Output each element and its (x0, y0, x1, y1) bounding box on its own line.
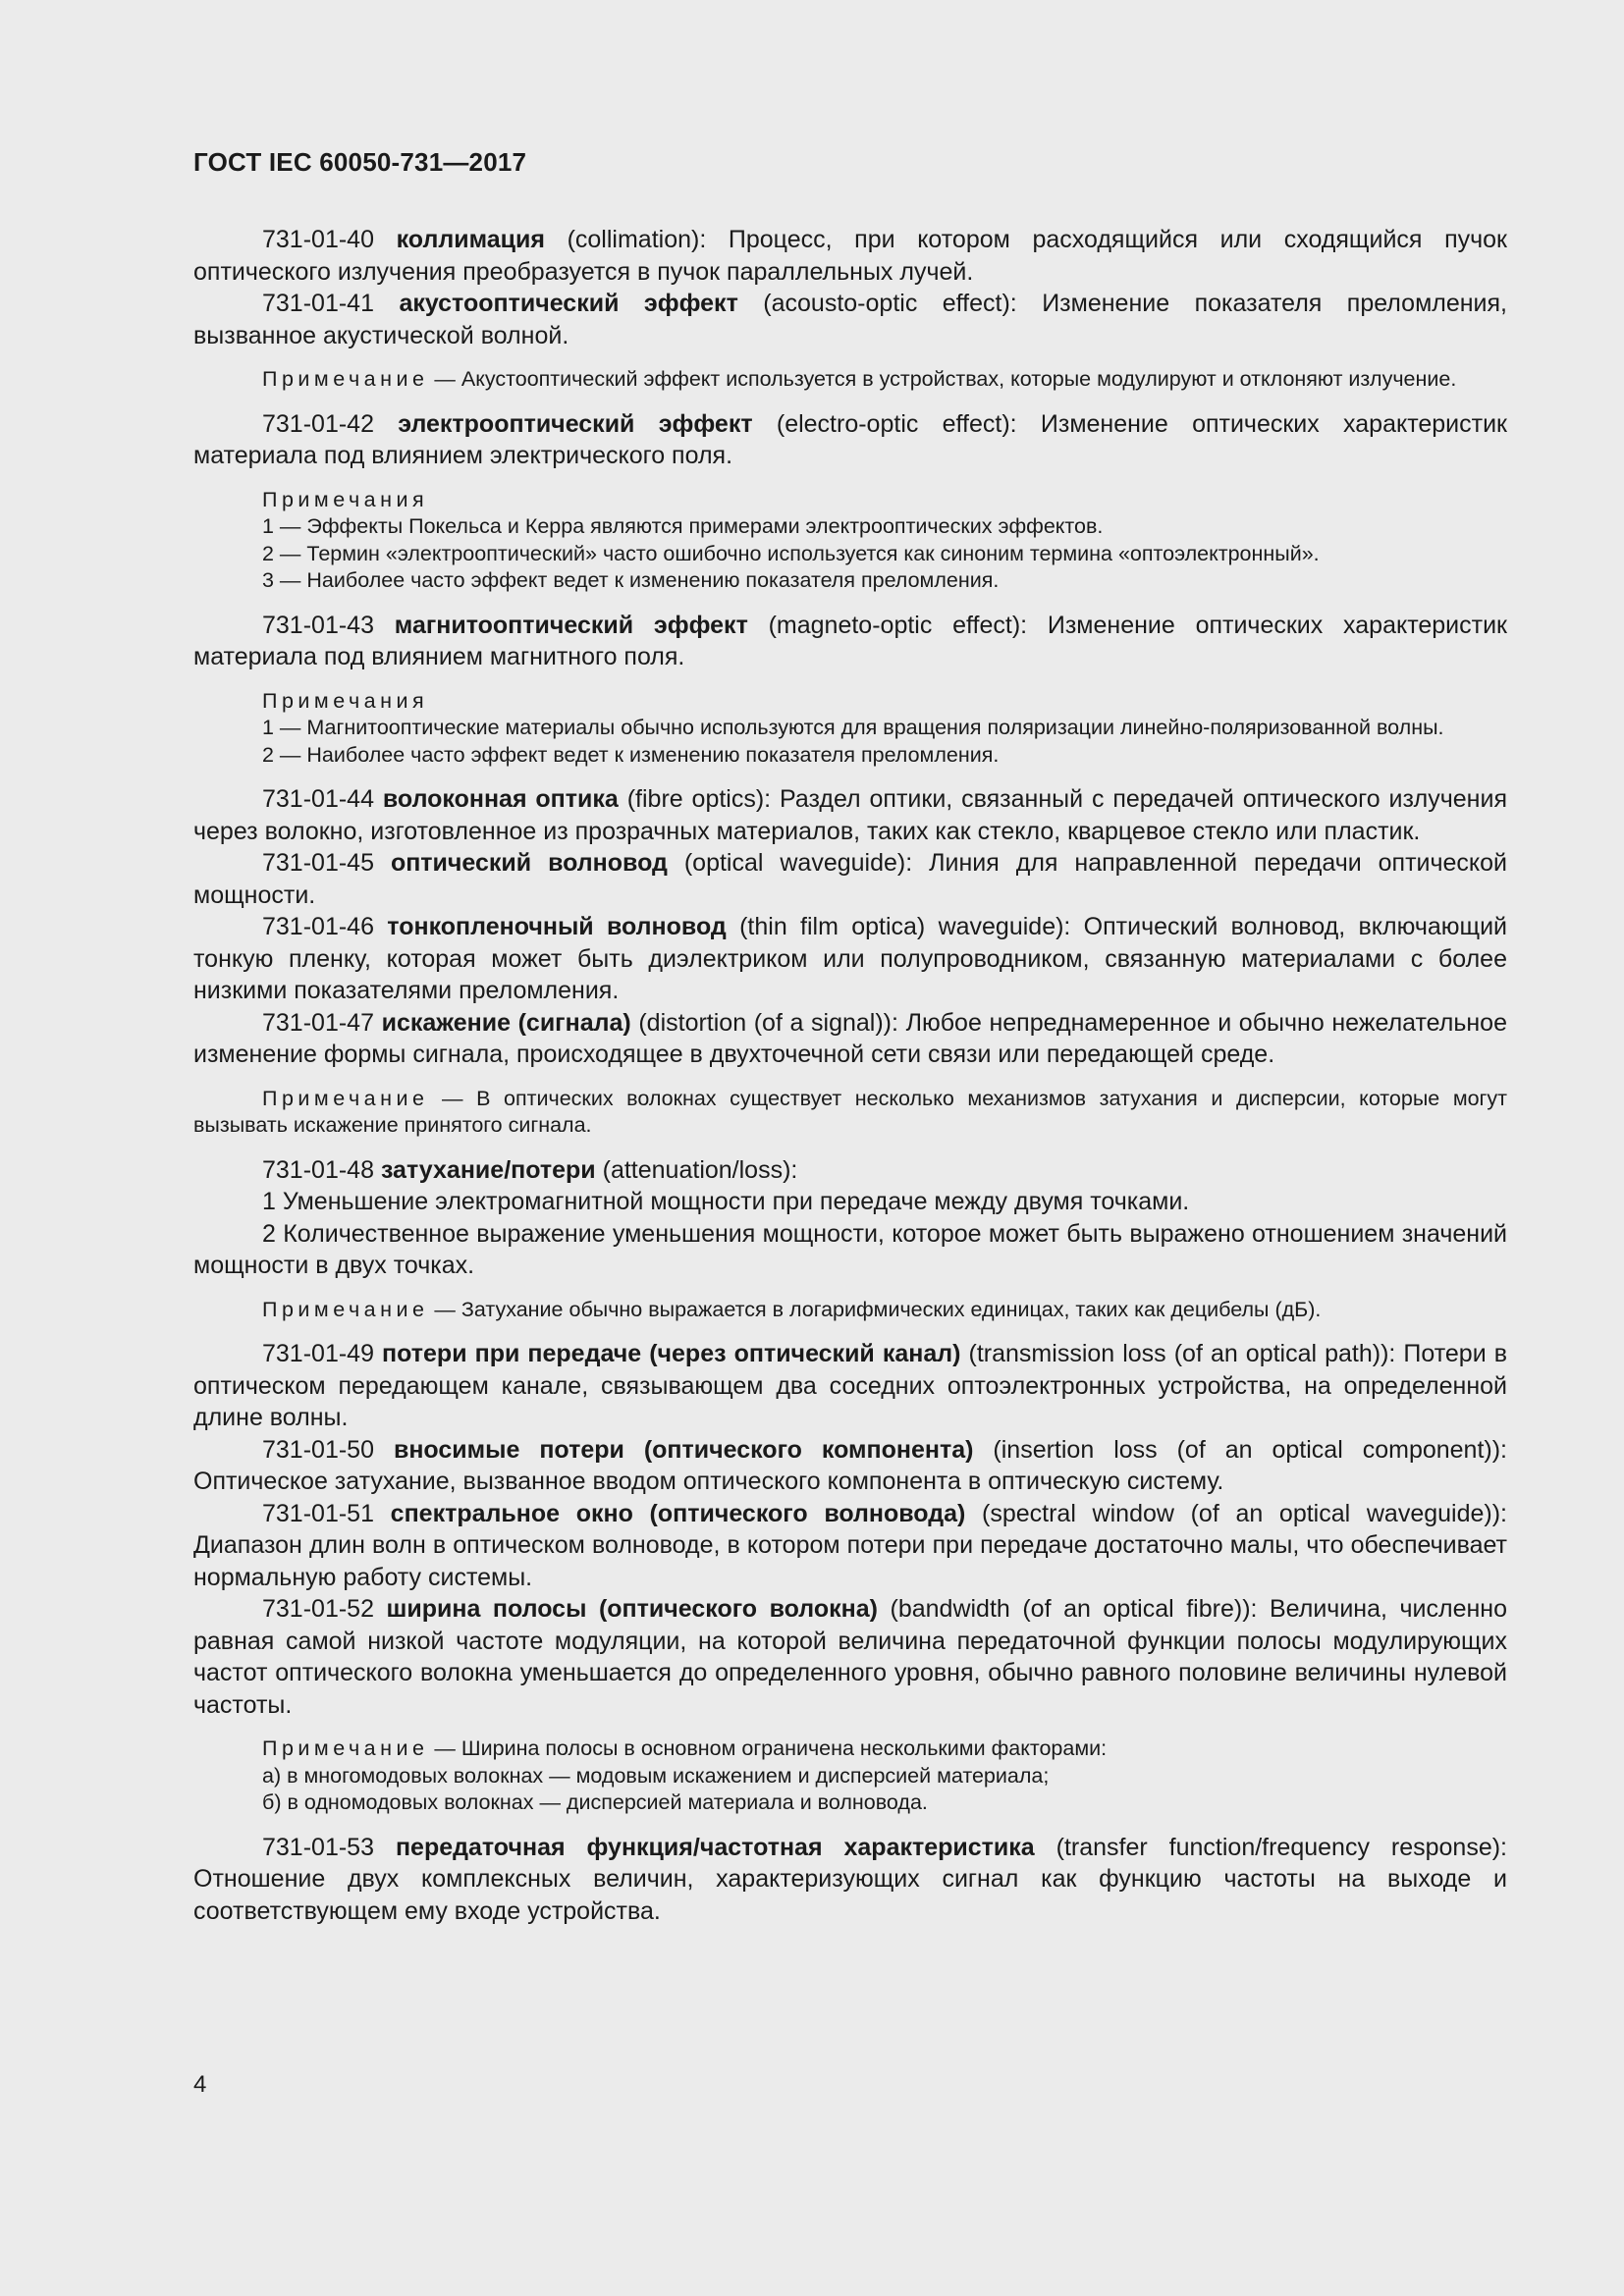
entry-number: 731-01-43 (262, 611, 374, 639)
entry-item: 2 Количественное выражение уменьшения мощности, которое может быть выражено отношением значений мощности в двух точках. (193, 1219, 1507, 1279)
note-item: 2 — Наиболее часто эффект ведет к изменению показателя преломления. (262, 742, 1000, 767)
entry-number: 731-01-49 (262, 1340, 374, 1367)
content (193, 224, 1507, 1927)
entry-term: волоконная оптика (382, 785, 619, 813)
entry-number: 731-01-48 (262, 1155, 374, 1184)
entry-731-01-52 (193, 1593, 1507, 1721)
entry-definition: (attenuation/loss): (595, 1155, 798, 1184)
entry-term: оптический волновод (390, 849, 668, 877)
entry-definition: (fibre optics): Раздел оптики, связанный с передачей оптического излучения через волокно, изготовленное из прозрачных материалов, таких как стекло, кварцевое стекло или пластик. (193, 785, 1507, 845)
entry-term: спектральное окно (оптического волновода) (390, 1499, 966, 1527)
entry-731-01-47 (193, 1007, 1507, 1071)
entry-note (193, 366, 1507, 394)
notes-label: Примечания (262, 487, 429, 511)
note-item: а) в многомодовых волокнах — модовым искажением и дисперсией материала; (262, 1763, 1050, 1788)
entry-731-01-51 (193, 1498, 1507, 1594)
entry-term: искажение (сигнала) (381, 1008, 631, 1037)
entry-number: 731-01-53 (262, 1833, 374, 1861)
entry-definition: (distortion (of a signal)): Любое непреднамеренное и обычно нежелательное изменение формы сигнала, происходящее в двухточечной сети связи или передающей среде. (193, 1008, 1507, 1068)
entry-731-01-50 (193, 1434, 1507, 1498)
entry-number: 731-01-45 (262, 849, 374, 877)
entry-definition: (transfer function/frequency response): Отношение двух комплексных величин, характеризующих сигнал как функцию частоты на выходе и соответствующем ему входе устройства. (193, 1833, 1508, 1925)
entry-term: передаточная функция/частотная характеристика (395, 1833, 1035, 1861)
entry-731-01-49 (193, 1338, 1507, 1434)
entry-notes (193, 487, 1507, 595)
entry-731-01-44 (193, 783, 1507, 847)
note-label: Примечание (262, 367, 429, 391)
entry-definition: (optical waveguide): Линия для направленной передачи оптической мощности. (193, 849, 1508, 909)
entry-number: 731-01-40 (262, 226, 374, 253)
entry-term: магнитооптический эффект (394, 611, 748, 639)
entry-731-01-40 (193, 224, 1507, 288)
entry-731-01-48 (193, 1154, 1507, 1187)
note-label: Примечание (262, 1297, 429, 1321)
note-text: — Ширина полосы в основном ограничена несколькими факторами: (428, 1736, 1108, 1760)
entry-term: акустооптический эффект (399, 290, 738, 317)
entry-731-01-46 (193, 911, 1507, 1007)
entry-notes (193, 688, 1507, 770)
entry-number: 731-01-52 (262, 1595, 374, 1623)
entry-number: 731-01-50 (262, 1435, 374, 1464)
entry-number: 731-01-41 (262, 290, 374, 317)
note-item: б) в одномодовых волокнах — дисперсией материала и волновода. (262, 1790, 928, 1814)
entry-definition: (magneto-optic effect): Изменение оптических характеристик материала под влиянием магнитного поля. (193, 611, 1507, 670)
notes-label: Примечания (262, 688, 429, 713)
entry-number: 731-01-51 (262, 1499, 374, 1527)
entry-term: вносимые потери (оптического компонента) (393, 1435, 974, 1464)
entry-note (193, 1086, 1507, 1140)
entry-term: потери при передаче (через оптический канал) (382, 1340, 961, 1367)
entry-number: 731-01-44 (262, 785, 374, 813)
page-number: 4 (193, 2071, 207, 2098)
entry-definition: (electro-optic effect): Изменение оптических характеристик материала под влиянием электрического поля. (193, 409, 1507, 469)
entry-731-01-43 (193, 610, 1507, 673)
entry-731-01-42 (193, 408, 1507, 472)
entry-definition: (thin film optica) waveguide): Оптический волновод, включающий тонкую пленку, которая может быть диэлектриком или полупроводником, связанную материалами с более низкими показателями преломления. (193, 913, 1507, 1004)
note-item: 1 — Магнитооптические материалы обычно используются для вращения поляризации линейно-поляризованной волны. (262, 716, 1444, 739)
entry-definition: (transmission loss (of an optical path)): Потери в оптическом передающем канале, связывающем два соседних оптоэлектронных устройства, на определенной длине волны. (193, 1340, 1507, 1431)
entry-number: 731-01-42 (262, 409, 374, 438)
note-item: 3 — Наиболее часто эффект ведет к изменению показателя преломления. (262, 568, 1000, 592)
entry-731-01-41 (193, 288, 1507, 351)
entry-term: тонкопленочный волновод (387, 913, 727, 940)
entry-definition: (acousto-optic effect): Изменение показателя преломления, вызванное акустической волной. (193, 290, 1508, 349)
note-text: — Акустооптический эффект используется в устройствах, которые модулируют и отклоняют излучение. (428, 367, 1457, 391)
entry-definition: (bandwidth (of an optical fibre)): Величина, численно равная самой низкой частоте модуляции, на которой величина передаточной функции полосы модулирующих частот оптического волокна уменьшается до определенного уровня, обычно равного половине величины нулевой частоты. (193, 1595, 1507, 1719)
entry-term: ширина полосы (оптического волокна) (386, 1595, 878, 1623)
entry-note (193, 1297, 1507, 1324)
entry-731-01-45 (193, 847, 1507, 911)
entry-number: 731-01-46 (262, 913, 374, 940)
note-label: Примечание (262, 1736, 429, 1760)
entry-item: 1 Уменьшение электромагнитной мощности при передаче между двумя точками. (262, 1188, 1190, 1215)
entry-term: коллимация (396, 226, 545, 253)
entry-definition: (collimation): Процесс, при котором расходящийся или сходящийся пучок оптического излучения преобразуется в пучок параллельных лучей. (193, 226, 1507, 286)
entry-definition: (spectral window (of an optical waveguide)): Диапазон длин волн в оптическом волноводе, в котором потери при передаче достаточно малы, что обеспечивает нормальную работу системы. (193, 1499, 1507, 1591)
entry-definition: (insertion loss (of an optical component)): Оптическое затухание, вызванное вводом оптического компонента в оптическую систему. (193, 1435, 1508, 1495)
entry-term: электрооптический эффект (398, 409, 753, 438)
note-text: — Затухание обычно выражается в логарифмических единицах, таких как децибелы (дБ). (428, 1297, 1322, 1321)
entry-731-01-53 (193, 1832, 1507, 1928)
note-text: — В оптических волокнах существует несколько механизмов затухания и дисперсии, которые могут вызывать искажение принятого сигнала. (193, 1086, 1507, 1137)
entry-term: затухание/потери (380, 1155, 596, 1184)
document-header: ГОСТ IEC 60050-731—2017 (193, 147, 527, 177)
entry-notes (193, 1735, 1507, 1817)
note-item: 2 — Термин «электрооптический» часто ошибочно используется как синоним термина «оптоэлектронный». (262, 541, 1320, 565)
note-label: Примечание (262, 1086, 429, 1110)
note-item: 1 — Эффекты Покельса и Керра являются примерами электрооптических эффектов. (262, 514, 1104, 538)
entry-number: 731-01-47 (262, 1008, 374, 1037)
